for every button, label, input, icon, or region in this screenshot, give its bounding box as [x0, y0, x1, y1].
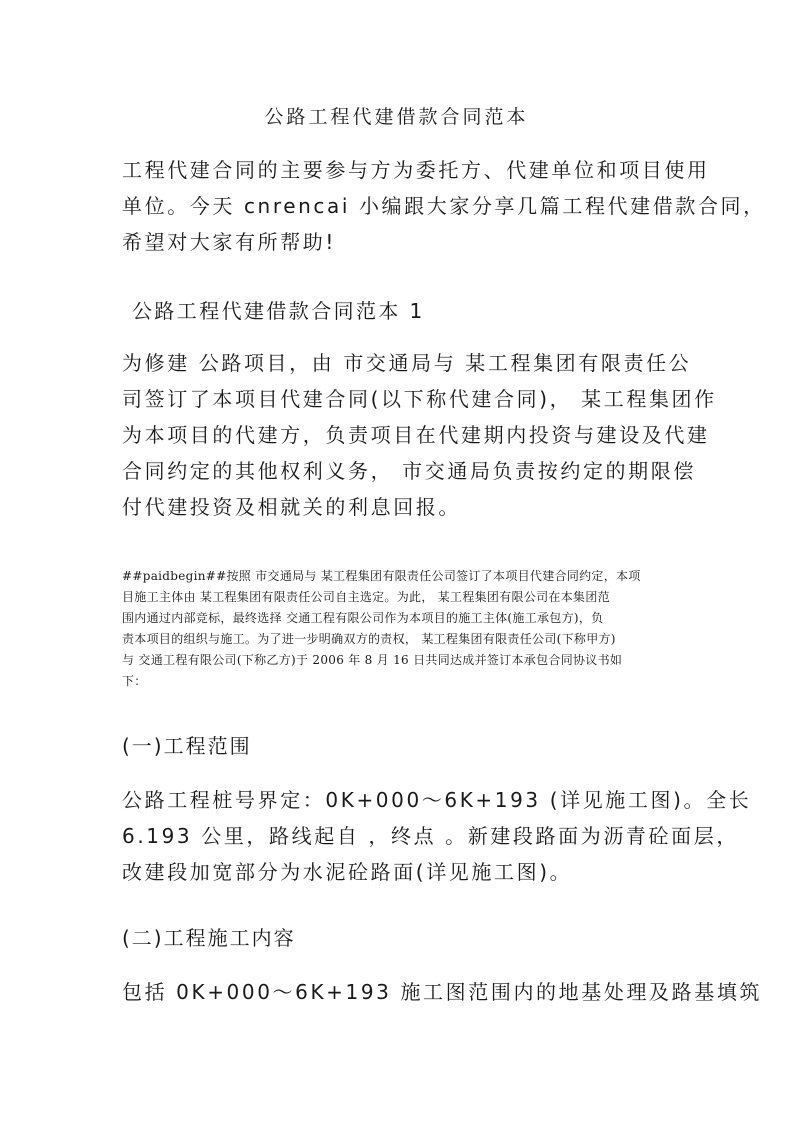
intro-paragraph: [122, 152, 766, 260]
small-print-line: 下：: [122, 674, 147, 688]
small-print-line: 与 交通工程有限公司(下称乙方)于 2006 年 8 月 16 日共同达成并签订本承包合同协议书如: [122, 653, 623, 667]
intro-line: 希望对大家有所帮助!: [122, 230, 337, 254]
paragraph-line: 为修建 公路项目，由 市交通局与 某工程集团有限责任公: [122, 351, 692, 375]
intro-line: 单位。今天 cnrencai 小编跟大家分享几篇工程代建借款合同，: [122, 194, 766, 218]
scope-paragraph: [122, 782, 752, 890]
scope-line: 改建段加宽部分为水泥砼路面(详见施工图)。: [122, 860, 573, 884]
scope-line: 6.193 公里，路线起自 ，终点 。新建段路面为沥青砼面层，: [122, 824, 739, 848]
small-print-line: ##paidbegin##按照 市交通局与 某工程集团有限责任公司签订了本项目代建合同约定，本项: [122, 569, 641, 583]
heading-scope: (一)工程范围: [122, 734, 252, 758]
paragraph-line: 司签订了本项目代建合同(以下称代建合同)， 某工程集团作: [122, 387, 717, 411]
paragraph-line: 合同约定的其他权利义务， 市交通局负责按约定的期限偿: [122, 459, 696, 483]
heading-content: (二)工程施工内容: [122, 926, 296, 950]
small-print-line: 责本项目的组织与施工。为了进一步明确双方的责权， 某工程集团有限责任公司(下称甲方): [122, 632, 616, 646]
paragraph-1: [122, 345, 717, 525]
paragraph-line: 付代建投资及相就关的利息回报。: [122, 495, 461, 519]
scope-line: 公路工程桩号界定：0K+000～6K+193 (详见施工图)。全长: [122, 788, 752, 812]
small-print-line: 围内通过内部竞标，最终选择 交通工程有限公司作为本项目的施工主体(施工承包方)，负: [122, 611, 604, 625]
intro-line: 工程代建合同的主要参与方为委托方、代建单位和项目使用: [122, 158, 710, 182]
small-print-line: 目施工主体由 某工程集团有限责任公司自主选定。为此， 某工程集团有限公司在本集团范: [122, 590, 610, 604]
section-title: 公路工程代建借款合同范本 1: [132, 299, 425, 323]
content-line: 包括 0K+000～6K+193 施工图范围内的地基处理及路基填筑: [122, 980, 763, 1004]
document-title: 公路工程代建借款合同范本: [264, 106, 529, 128]
paragraph-line: 为本项目的代建方，负责项目在代建期内投资与建设及代建: [122, 423, 710, 447]
content-paragraph: [122, 974, 763, 1010]
small-print-paragraph: [122, 566, 678, 692]
